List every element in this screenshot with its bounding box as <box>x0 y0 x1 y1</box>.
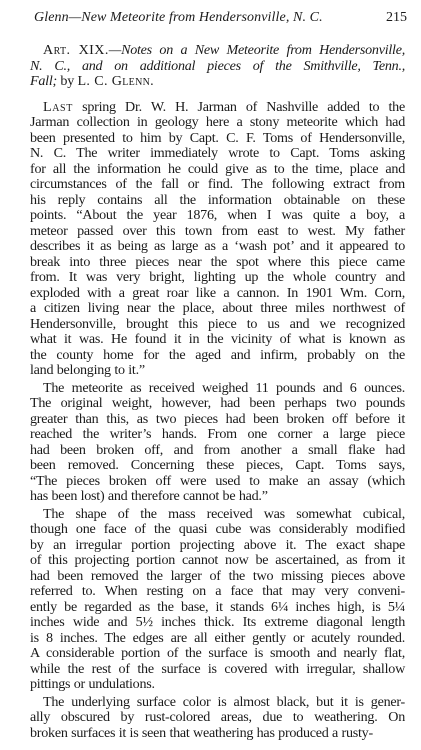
text-line: been presented to him by Capt. C. F. Toms of Hendersonville, <box>30 129 405 146</box>
text-line: by an irregular portion projecting above it. The exact shape <box>30 536 405 553</box>
text-line: had been broken off, and from another a small flake had <box>30 441 405 458</box>
paragraph <box>30 100 405 379</box>
text-line: his reply contains all the information obtainable on these <box>30 191 405 208</box>
text-line: of this projecting portion cannot now be ascertained, as from it <box>30 552 405 568</box>
text-line: break into three pieces near the spot where this piece came <box>30 253 405 270</box>
text-line: a citizen living near the place, about three miles northwest of <box>30 300 405 316</box>
text-line: while the rest of the surface is covered with irregular, shallow <box>30 660 405 677</box>
page-number: 215 <box>386 10 407 25</box>
text-line: The meteorite as received weighed 11 pounds and 6 ounces. <box>43 379 405 396</box>
text-line: points. “About the year 1876, when I was quite a boy, a <box>30 207 405 223</box>
text-line: describes it as being as large as a ‘wash pot’ and it appeared to <box>30 238 405 254</box>
paragraphs <box>30 100 405 742</box>
text-line: though one face of the quasi cube was considerably modified <box>30 521 405 537</box>
heading-line <box>30 43 405 59</box>
paragraph <box>30 695 405 742</box>
article-heading <box>30 43 405 90</box>
heading-line: N. C., and on additional pieces of the Smithville, Tenn., <box>30 57 405 74</box>
text-line: has been lost) and therefore cannot be had.” <box>30 488 268 504</box>
text-line: ally obscured by rust-colored areas, due to weathering. On <box>30 709 405 725</box>
text-line: exploded with a great roar like a cannon. In 1901 Wm. Corn, <box>30 284 405 301</box>
heading-line <box>30 74 405 90</box>
running-title: Glenn—New Meteorite from Hendersonville, N. C. <box>34 10 323 25</box>
text-line: N. C. The writer immediately wrote to Capt. Toms asking <box>30 145 405 161</box>
text-line: been removed. Concerning these pieces, Capt. Toms says, <box>30 457 405 473</box>
paragraph <box>30 381 405 505</box>
author-name: L. C. Glenn. <box>77 73 154 89</box>
text-line: the county home for the aged and infirm, probably on the <box>30 346 405 363</box>
article-title-part: —Notes on a New Meteorite from Hendersonville, <box>108 42 405 58</box>
line-text: spring Dr. W. H. Jarman of Nashville added to the <box>72 98 405 115</box>
text-line: land belonging to it.” <box>30 362 145 378</box>
text-line: for all the information he could give as to the time, place and <box>30 160 405 177</box>
text-line: had been removed the larger of the two missing pieces above <box>30 567 405 584</box>
text-line: broken surfaces it is seen that weathering has produced a rusty- <box>30 724 373 741</box>
article-title-part: Fall; <box>30 73 57 89</box>
text-line: greater than this, as two pieces had been broken off before it <box>30 410 405 427</box>
text-line: from. It was very bright, lighting up the whole country and <box>30 269 405 285</box>
text-line: meteor passed over this town from east to west. My father <box>30 222 405 239</box>
text-line: what it was. He found it in the vicinity of what is known as <box>30 331 405 347</box>
byline-connector: by <box>56 73 78 89</box>
text-line <box>30 100 405 116</box>
text-line: The underlying surface color is almost black, but it is gener- <box>43 693 405 710</box>
lead-word: Last <box>43 98 73 115</box>
text-line: A considerable portion of the surface is smooth and nearly flat, <box>30 645 405 661</box>
text-line: “The pieces broken off were used to make an assay (which <box>30 472 405 489</box>
text-line: is 8 inches. The edges are all either gently or acutely rounded. <box>30 629 405 646</box>
text-line: The original weight, however, had been perhaps two pounds <box>30 395 405 411</box>
text-line: Jarman collection in geology here a stony meteorite which had <box>30 114 405 130</box>
article-number: Art. XIX. <box>43 42 109 58</box>
text-line: inches wide and 5½ inches thick. Its extreme diagonal length <box>30 614 405 630</box>
paragraph <box>30 507 405 693</box>
text-line: pittings or undulations. <box>30 676 155 692</box>
article-body <box>30 43 405 741</box>
text-line: ently be regarded as the base, it stands 6¼ inches high, is 5¼ <box>30 598 405 615</box>
text-line: The shape of the mass received was somewhat cubical, <box>43 505 405 522</box>
text-line: referred to. When resting on a face that may very conveni- <box>30 583 405 599</box>
running-head <box>30 8 407 28</box>
text-line: reached the writer’s hands. From one corner a large piece <box>30 426 405 442</box>
text-line: Hendersonville, brought this piece to us and we recognized <box>30 315 405 332</box>
text-line: circumstances of the fall or find. The following extract from <box>30 176 405 192</box>
